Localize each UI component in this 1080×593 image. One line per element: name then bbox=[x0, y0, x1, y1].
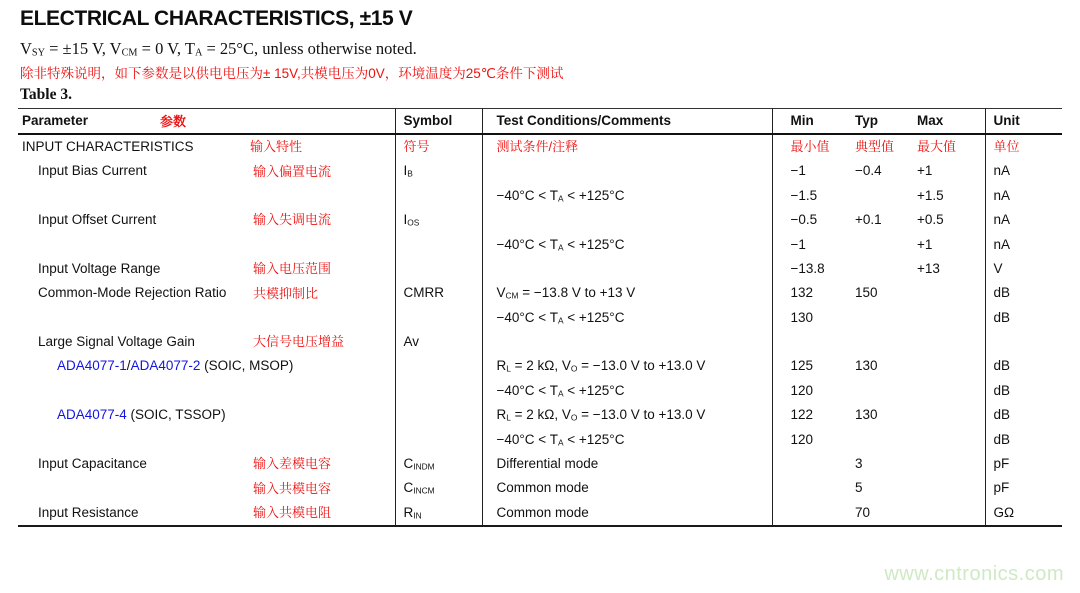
typ-cell: +0.1 bbox=[855, 212, 882, 228]
typ-cell: 典型值 bbox=[855, 139, 895, 155]
symbol-cell bbox=[395, 183, 482, 207]
min-cell: −1 bbox=[772, 232, 845, 256]
column-header-max: Max bbox=[917, 113, 944, 129]
parameter-annotation-cn: 输入差模电容 bbox=[253, 456, 332, 472]
typ-cell: 70 bbox=[855, 504, 871, 520]
table-row bbox=[18, 354, 1062, 378]
unit-cell: 单位 bbox=[985, 134, 1062, 159]
column-header-parameter-cn: 参数 bbox=[160, 114, 187, 130]
parameter-annotation-cn: 输入特性 bbox=[250, 139, 303, 155]
max-cell bbox=[912, 476, 985, 500]
unit-cell bbox=[985, 330, 1062, 354]
min-cell: 132 bbox=[772, 281, 845, 305]
parameter-text: Input Voltage Range bbox=[38, 260, 161, 276]
part-number-link[interactable]: ADA4077-2 bbox=[130, 358, 201, 374]
parameter-cell bbox=[18, 330, 395, 354]
symbol-cell bbox=[395, 256, 482, 280]
symbol-cell: $I_B$ bbox=[395, 159, 482, 183]
parameter-annotation-cn: 输入共模电阻 bbox=[253, 505, 332, 521]
parameter-label bbox=[38, 506, 253, 520]
parameter-label bbox=[38, 164, 253, 178]
parameter-cell bbox=[18, 378, 395, 402]
min-cell: 120 bbox=[772, 378, 845, 402]
conditions-cell: Common mode bbox=[482, 476, 772, 500]
symbol-cell bbox=[395, 427, 482, 451]
typ-cell bbox=[845, 378, 912, 402]
typ-cell: 130 bbox=[855, 407, 878, 423]
symbol-cell: $R_{IN}$ bbox=[395, 500, 482, 525]
electrical-characteristics-table bbox=[18, 108, 1062, 527]
table-row bbox=[18, 452, 1062, 476]
parameter-label bbox=[38, 286, 253, 300]
symbol-cell: $C_{INDM}$ bbox=[395, 452, 482, 476]
parameter-label bbox=[22, 140, 250, 154]
parameter-cell bbox=[18, 232, 395, 256]
table-row bbox=[18, 183, 1062, 207]
conditions-cell bbox=[482, 159, 772, 183]
parameter-annotation-cn: 输入共模电容 bbox=[253, 480, 332, 496]
parameter-annotation-cn: 共模抑制比 bbox=[253, 285, 319, 301]
parameter-label bbox=[38, 262, 253, 276]
unit-cell: pF bbox=[985, 452, 1062, 476]
max-cell bbox=[912, 452, 985, 476]
parameter-annotation-cn: 输入电压范围 bbox=[253, 261, 332, 277]
unit-cell: dB bbox=[985, 305, 1062, 329]
min-cell: −13.8 bbox=[772, 256, 845, 280]
max-cell: +13 bbox=[917, 260, 940, 276]
min-cell: −1 bbox=[772, 159, 845, 183]
typ-cell bbox=[845, 330, 912, 354]
conditions-cell: 测试条件/注释 bbox=[482, 134, 772, 159]
unit-cell: dB bbox=[985, 281, 1062, 305]
unit-cell: nA bbox=[985, 183, 1062, 207]
conditions-cell bbox=[482, 256, 772, 280]
min-cell bbox=[772, 452, 845, 476]
min-cell: 最小值 bbox=[772, 134, 845, 159]
symbol-cell: $C_{INCM}$ bbox=[395, 476, 482, 500]
column-header-parameter-cell bbox=[18, 109, 395, 134]
min-cell: −0.5 bbox=[772, 208, 845, 232]
parameter-cell bbox=[18, 305, 395, 329]
unit-cell: GΩ bbox=[985, 500, 1062, 525]
conditions-cell: $-40^\circ C < T_A < +125^\circ C$ bbox=[482, 378, 772, 402]
table-row bbox=[18, 232, 1062, 256]
column-header-conditions: Test Conditions/Comments bbox=[482, 109, 772, 134]
symbol-cell: CMRR bbox=[395, 281, 482, 305]
symbol-cell bbox=[395, 378, 482, 402]
conditions-cell: $-40^\circ C < T_A < +125^\circ C$ bbox=[482, 232, 772, 256]
part-number-link[interactable]: ADA4077-4 bbox=[57, 407, 127, 423]
max-cell: +1 bbox=[917, 163, 933, 179]
conditions-cell bbox=[482, 208, 772, 232]
conditions-cell: $R_L = 2$ kΩ, $V_O = -13.0$ V to +13.0 V bbox=[482, 354, 772, 378]
parameter-text: (SOIC, MSOP) bbox=[200, 358, 294, 374]
typ-cell: 150 bbox=[855, 285, 878, 301]
table-row bbox=[18, 159, 1062, 183]
parameter-cell bbox=[18, 452, 395, 476]
test-conditions-note: $V_{SY} = \pm 15$ V, $V_{CM} = 0$ V, $T_A = 25^\circ C$, unless otherwise noted. bbox=[20, 39, 417, 59]
conditions-cell: $-40^\circ C < T_A < +125^\circ C$ bbox=[482, 427, 772, 451]
parameter-text: Input Bias Current bbox=[38, 163, 147, 179]
typ-cell: −0.4 bbox=[855, 163, 882, 179]
max-cell bbox=[912, 305, 985, 329]
max-cell bbox=[912, 403, 985, 427]
typ-cell bbox=[845, 232, 912, 256]
parameter-label bbox=[57, 408, 272, 422]
max-cell: 最大值 bbox=[917, 139, 957, 155]
min-cell: −1.5 bbox=[772, 183, 845, 207]
parameter-cell bbox=[18, 159, 395, 183]
parameter-cell bbox=[18, 500, 395, 525]
min-cell: 120 bbox=[772, 427, 845, 451]
min-cell bbox=[772, 330, 845, 354]
parameter-text: Large Signal Voltage Gain bbox=[38, 334, 195, 350]
max-cell: +1.5 bbox=[917, 187, 944, 203]
parameter-text: Input Capacitance bbox=[38, 456, 147, 472]
parameter-cell bbox=[18, 476, 395, 500]
parameter-label bbox=[38, 213, 253, 227]
unit-cell: dB bbox=[985, 403, 1062, 427]
max-cell bbox=[912, 354, 985, 378]
column-header-typ: Typ bbox=[855, 113, 878, 129]
table-row bbox=[18, 134, 1062, 159]
min-cell bbox=[772, 500, 845, 525]
table-row bbox=[18, 378, 1062, 402]
parameter-cell bbox=[18, 403, 395, 427]
table-caption: Table 3. bbox=[20, 86, 72, 103]
conditions-cell: $-40^\circ C < T_A < +125^\circ C$ bbox=[482, 305, 772, 329]
unit-cell: pF bbox=[985, 476, 1062, 500]
page-title: ELECTRICAL CHARACTERISTICS, ±15 V bbox=[20, 7, 413, 30]
parameter-text: INPUT CHARACTERISTICS bbox=[22, 138, 194, 154]
typ-cell bbox=[845, 427, 912, 451]
table-row bbox=[18, 330, 1062, 354]
parameter-cell bbox=[18, 183, 395, 207]
table-row bbox=[18, 403, 1062, 427]
parameter-text: / bbox=[126, 358, 131, 374]
parameter-label bbox=[38, 335, 253, 349]
parameter-cell bbox=[18, 256, 395, 280]
unit-cell: nA bbox=[985, 208, 1062, 232]
unit-cell: dB bbox=[985, 354, 1062, 378]
max-cell bbox=[912, 427, 985, 451]
conditions-cell: $R_L = 2$ kΩ, $V_O = -13.0$ V to +13.0 V bbox=[482, 403, 772, 427]
column-header-min: Min bbox=[772, 109, 845, 134]
parameter-text: Input Resistance bbox=[38, 504, 139, 520]
table-row bbox=[18, 305, 1062, 329]
parameter-annotation-cn: 大信号电压增益 bbox=[253, 334, 345, 350]
column-header-parameter: Parameter bbox=[22, 113, 89, 129]
conditions-cell: Differential mode bbox=[482, 452, 772, 476]
typ-cell bbox=[845, 183, 912, 207]
symbol-cell bbox=[395, 403, 482, 427]
max-cell bbox=[912, 378, 985, 402]
part-number-link[interactable]: ADA4077-1 bbox=[57, 358, 127, 374]
typ-cell: 5 bbox=[855, 480, 863, 496]
min-cell bbox=[772, 476, 845, 500]
max-cell bbox=[912, 500, 985, 525]
parameter-cell bbox=[18, 354, 395, 378]
unit-cell: nA bbox=[985, 159, 1062, 183]
symbol-cell: Av bbox=[395, 330, 482, 354]
parameter-cell bbox=[18, 208, 395, 232]
parameter-text: Common-Mode Rejection Ratio bbox=[38, 285, 227, 301]
conditions-cell: $-40^\circ C < T_A < +125^\circ C$ bbox=[482, 183, 772, 207]
unit-cell: V bbox=[985, 256, 1062, 280]
parameter-label bbox=[38, 457, 253, 471]
parameter-annotation-cn: 输入偏置电流 bbox=[253, 163, 332, 179]
max-cell: +0.5 bbox=[917, 212, 944, 228]
unit-cell: dB bbox=[985, 427, 1062, 451]
table-row bbox=[18, 476, 1062, 500]
max-cell bbox=[912, 281, 985, 305]
test-conditions-note-chinese: 除非特殊说明，如下参数是以供电电压为± 15V,共模电压为0V，环境温度为25℃条件下测试 bbox=[20, 66, 564, 81]
symbol-cell bbox=[395, 354, 482, 378]
table-row bbox=[18, 208, 1062, 232]
conditions-cell bbox=[482, 330, 772, 354]
symbol-cell: $I_{OS}$ bbox=[395, 208, 482, 232]
column-header-symbol: Symbol bbox=[395, 109, 482, 134]
unit-cell: nA bbox=[985, 232, 1062, 256]
table-row bbox=[18, 256, 1062, 280]
parameter-label bbox=[57, 359, 293, 373]
table-row bbox=[18, 500, 1062, 525]
symbol-cell: 符号 bbox=[395, 134, 482, 159]
typ-cell: 130 bbox=[855, 358, 878, 374]
table-row bbox=[18, 281, 1062, 305]
conditions-cell: $V_{CM} = -13.8$ V to +13 V bbox=[482, 281, 772, 305]
typ-cell bbox=[845, 256, 912, 280]
parameter-cell bbox=[18, 427, 395, 451]
parameter-cell bbox=[18, 134, 395, 159]
watermark: www.cntronics.com bbox=[884, 563, 1064, 585]
min-cell: 125 bbox=[772, 354, 845, 378]
parameter-annotation-cn: 输入失调电流 bbox=[253, 212, 332, 228]
parameter-text: Input Offset Current bbox=[38, 212, 157, 228]
typ-cell bbox=[845, 305, 912, 329]
conditions-cell: Common mode bbox=[482, 500, 772, 525]
symbol-cell bbox=[395, 305, 482, 329]
min-cell: 122 bbox=[772, 403, 845, 427]
parameter-text: (SOIC, TSSOP) bbox=[126, 407, 226, 423]
unit-cell: dB bbox=[985, 378, 1062, 402]
column-header-unit: Unit bbox=[985, 109, 1062, 134]
min-cell: 130 bbox=[772, 305, 845, 329]
max-cell bbox=[912, 330, 985, 354]
max-cell: +1 bbox=[917, 236, 933, 252]
typ-cell: 3 bbox=[855, 456, 863, 472]
table-header-row bbox=[18, 109, 1062, 134]
parameter-cell bbox=[18, 281, 395, 305]
table-row bbox=[18, 427, 1062, 451]
symbol-cell bbox=[395, 232, 482, 256]
